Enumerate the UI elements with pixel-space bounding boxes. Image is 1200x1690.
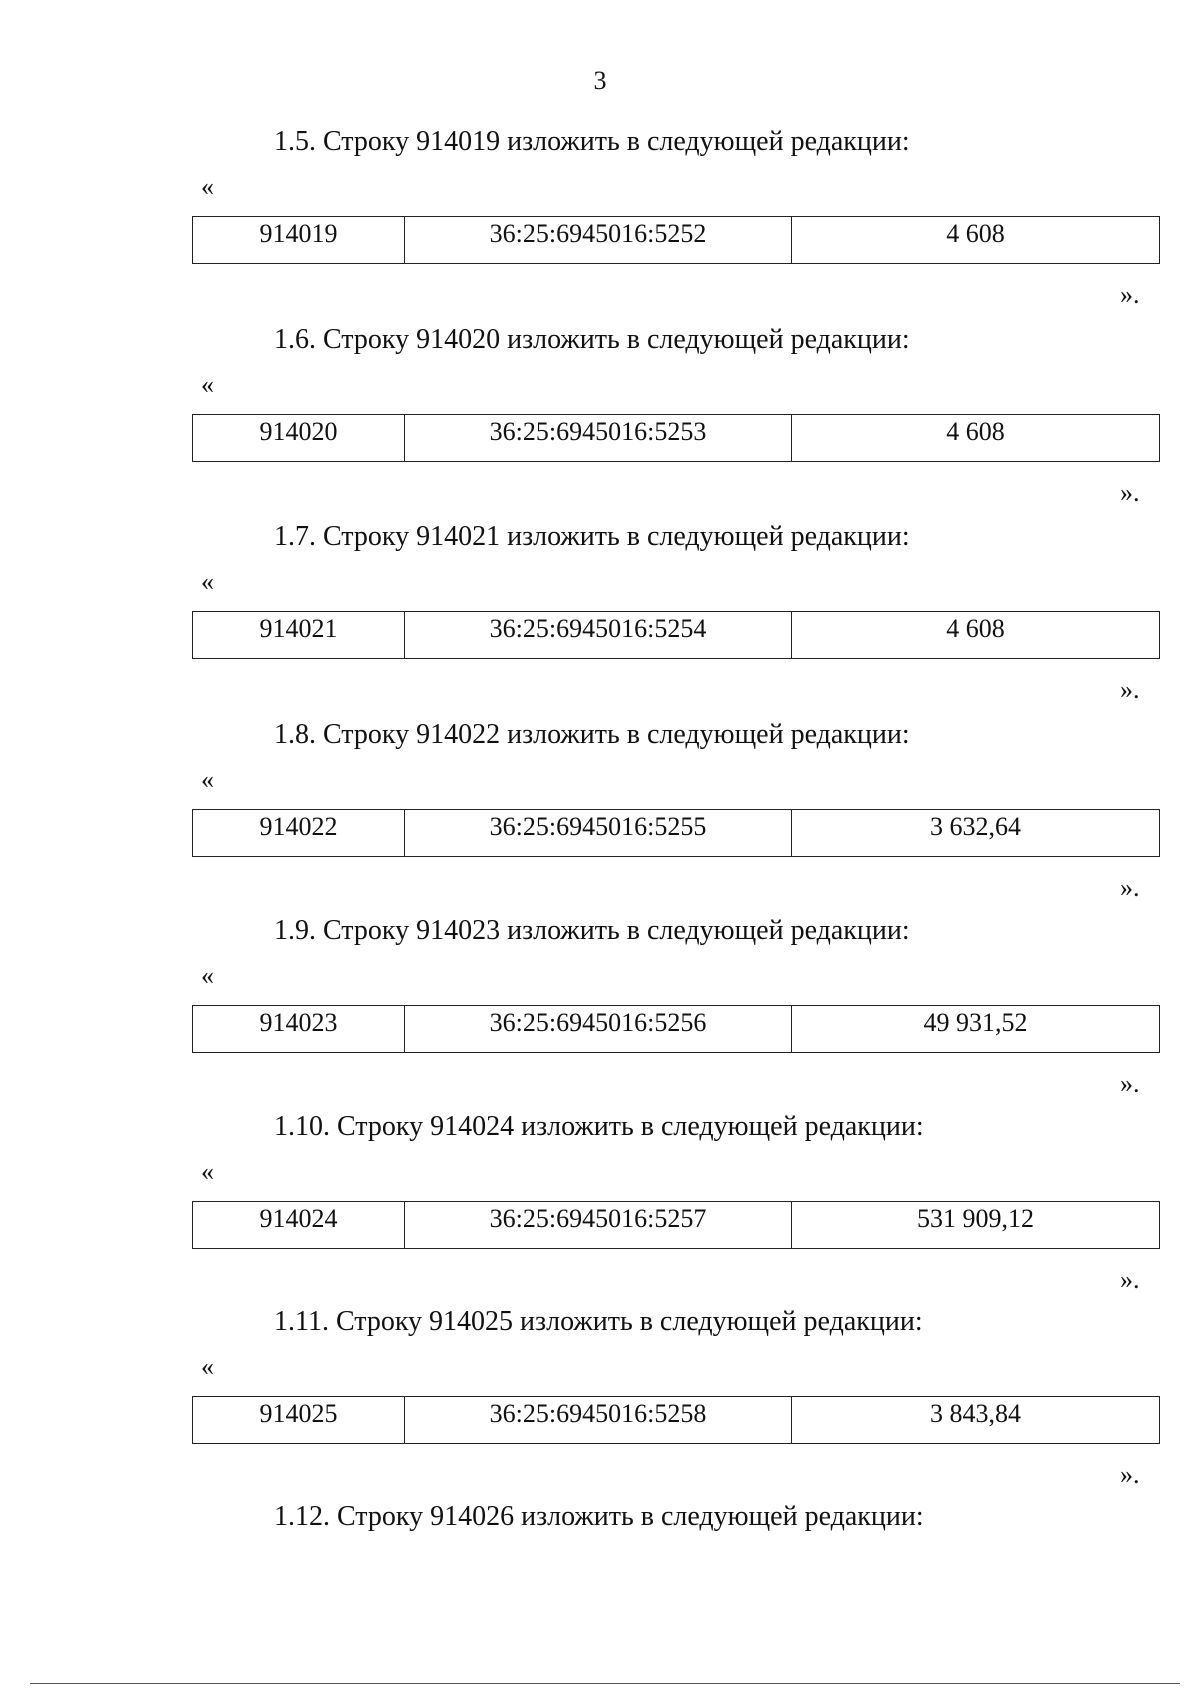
table-row <box>192 414 1160 462</box>
value-cell: 3 843,84 <box>930 1399 1021 1428</box>
clause-heading: 1.9. Строку 914023 изложить в следующей редакции: <box>274 915 910 946</box>
clause-1-12 <box>0 1500 1200 1540</box>
clause-1-7 <box>0 520 1200 704</box>
table-row <box>192 1005 1160 1053</box>
row-code-cell: 914023 <box>193 1006 405 1052</box>
cadastral-number-cell: 36:25:6945016:5254 <box>405 612 792 658</box>
value-cell: 4 608 <box>946 219 1005 248</box>
cadastral-number-cell: 36:25:6945016:5256 <box>405 1006 792 1052</box>
page-bottom-rule <box>30 1683 1180 1684</box>
clause-1-10 <box>0 1110 1200 1294</box>
open-quote: « <box>201 1157 214 1186</box>
close-quote: ». <box>1120 1069 1140 1098</box>
value-cell: 49 931,52 <box>923 1008 1028 1037</box>
row-code-cell: 914024 <box>193 1202 405 1248</box>
open-quote: « <box>201 765 214 794</box>
page-number: 3 <box>593 66 607 95</box>
open-quote: « <box>201 172 214 201</box>
value-cell: 4 608 <box>946 614 1005 643</box>
clause-1-6 <box>0 323 1200 507</box>
clause-heading: 1.12. Строку 914026 изложить в следующей редакции: <box>274 1501 924 1532</box>
table-row <box>192 1201 1160 1249</box>
cadastral-number-cell: 36:25:6945016:5252 <box>405 217 792 263</box>
clause-heading: 1.6. Строку 914020 изложить в следующей редакции: <box>274 324 910 355</box>
value-cell: 3 632,64 <box>930 812 1021 841</box>
clause-heading: 1.8. Строку 914022 изложить в следующей редакции: <box>274 719 910 750</box>
clause-heading: 1.10. Строку 914024 изложить в следующей редакции: <box>274 1111 924 1142</box>
table-row <box>192 809 1160 857</box>
close-quote: ». <box>1120 280 1140 309</box>
clause-1-11 <box>0 1305 1200 1489</box>
clause-1-5 <box>0 125 1200 309</box>
clause-heading: 1.5. Строку 914019 изложить в следующей редакции: <box>274 126 910 157</box>
row-code-cell: 914022 <box>193 810 405 856</box>
open-quote: « <box>201 567 214 596</box>
open-quote: « <box>201 370 214 399</box>
row-code-cell: 914020 <box>193 415 405 461</box>
open-quote: « <box>201 961 214 990</box>
cadastral-number-cell: 36:25:6945016:5257 <box>405 1202 792 1248</box>
close-quote: ». <box>1120 873 1140 902</box>
close-quote: ». <box>1120 1460 1140 1489</box>
clause-1-8 <box>0 718 1200 902</box>
row-code-cell: 914025 <box>193 1397 405 1443</box>
table-row <box>192 611 1160 659</box>
cadastral-number-cell: 36:25:6945016:5253 <box>405 415 792 461</box>
table-row <box>192 1396 1160 1444</box>
cadastral-number-cell: 36:25:6945016:5255 <box>405 810 792 856</box>
cadastral-number-cell: 36:25:6945016:5258 <box>405 1397 792 1443</box>
clause-heading: 1.7. Строку 914021 изложить в следующей редакции: <box>274 521 910 552</box>
clause-1-9 <box>0 914 1200 1098</box>
row-code-cell: 914021 <box>193 612 405 658</box>
value-cell: 531 909,12 <box>917 1204 1034 1233</box>
row-code-cell: 914019 <box>193 217 405 263</box>
table-row <box>192 216 1160 264</box>
close-quote: ». <box>1120 478 1140 507</box>
close-quote: ». <box>1120 675 1140 704</box>
open-quote: « <box>201 1352 214 1381</box>
value-cell: 4 608 <box>946 417 1005 446</box>
close-quote: ». <box>1120 1265 1140 1294</box>
clause-heading: 1.11. Строку 914025 изложить в следующей редакции: <box>274 1306 923 1337</box>
